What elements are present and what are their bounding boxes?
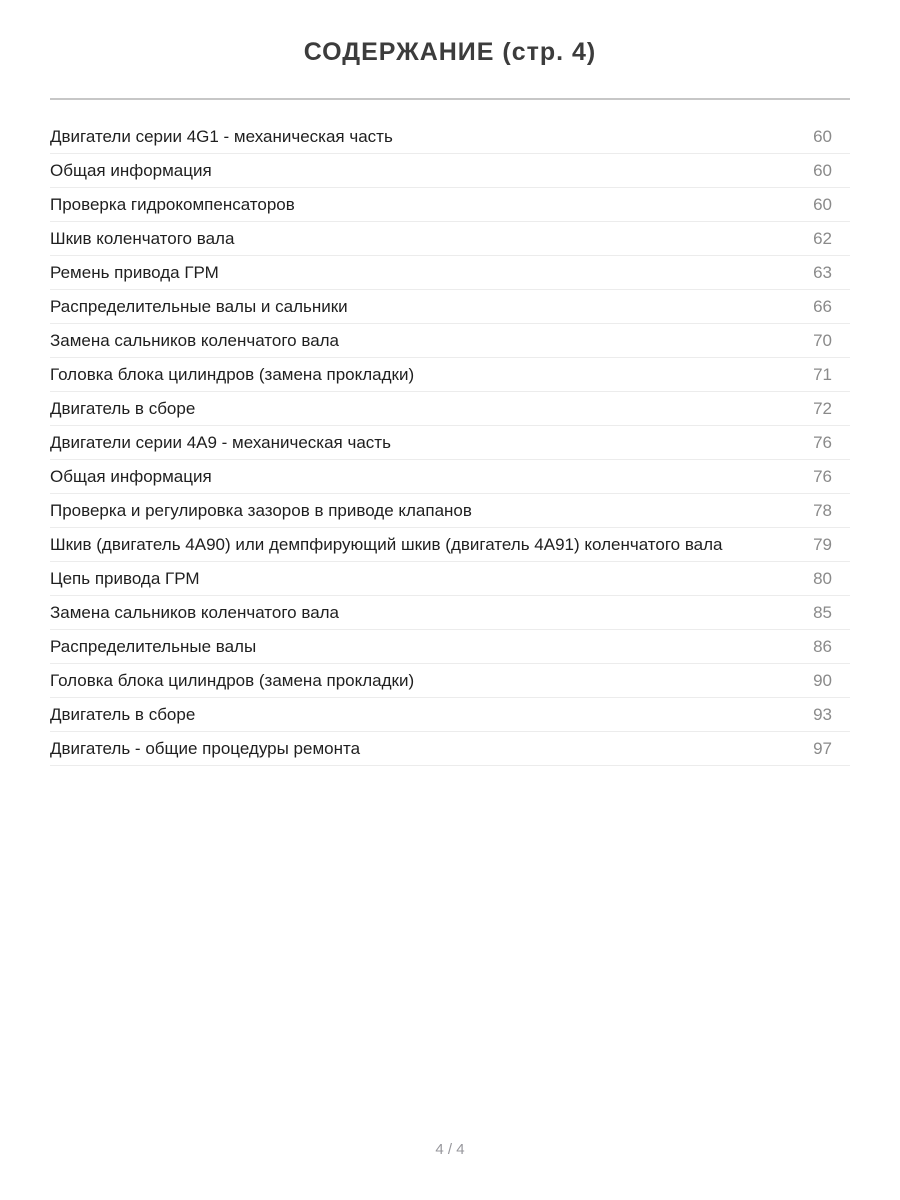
toc-entry	[50, 664, 850, 698]
toc-entry-page: 62	[813, 228, 832, 248]
toc-entry	[50, 426, 850, 460]
toc-entry-label: Головка блока цилиндров (замена прокладки)	[50, 670, 415, 690]
toc-entry-label: Ремень привода ГРМ	[50, 262, 219, 282]
toc-entry-page: 70	[813, 330, 832, 350]
toc-entry-page: 60	[813, 194, 832, 214]
toc-entry-label: Двигатели серии 4G1 - механическая часть	[50, 126, 393, 146]
toc-entry	[50, 358, 850, 392]
toc-entry-label: Распределительные валы и сальники	[50, 296, 348, 316]
toc-entry-page: 93	[813, 704, 832, 724]
toc-entry	[50, 154, 850, 188]
toc-entry-label: Общая информация	[50, 466, 212, 486]
toc-entry-page: 86	[813, 636, 832, 656]
toc-entry-label: Двигатель в сборе	[50, 704, 196, 724]
toc-entry-page: 66	[813, 296, 832, 316]
toc-entry-label: Цепь привода ГРМ	[50, 568, 200, 588]
toc-entry	[50, 256, 850, 290]
page-number-footer: 4 / 4	[435, 1141, 465, 1158]
toc-entry-page: 76	[813, 432, 832, 452]
toc-entry	[50, 392, 850, 426]
toc-entry	[50, 732, 850, 766]
toc-entry	[50, 324, 850, 358]
toc-entry-label: Двигатель - общие процедуры ремонта	[50, 738, 361, 758]
toc-entry-label: Шкив коленчатого вала	[50, 228, 235, 248]
page-title: СОДЕРЖАНИЕ (стр. 4)	[303, 38, 597, 66]
toc-entry-page: 79	[813, 534, 832, 554]
toc-entry-label: Шкив (двигатель 4А90) или демпфирующий шкив (двигатель 4А91) коленчатого вала	[50, 534, 723, 554]
toc-entry-page: 80	[813, 568, 832, 588]
toc-entry-page: 72	[813, 398, 832, 418]
toc-entry	[50, 494, 850, 528]
toc-entry	[50, 222, 850, 256]
toc-entry	[50, 528, 850, 562]
toc-entry	[50, 188, 850, 222]
toc-entry-label: Замена сальников коленчатого вала	[50, 330, 340, 350]
toc-entry-page: 97	[813, 738, 832, 758]
toc-entry-page: 85	[813, 602, 832, 622]
toc-entry-label: Двигатель в сборе	[50, 398, 196, 418]
toc-entry	[50, 562, 850, 596]
toc-entry	[50, 698, 850, 732]
toc-entry-page: 90	[813, 670, 832, 690]
toc-entry	[50, 596, 850, 630]
toc-entry-page: 71	[813, 364, 832, 384]
toc-list	[50, 120, 850, 766]
toc-entry-label: Замена сальников коленчатого вала	[50, 602, 340, 622]
header-divider	[50, 98, 850, 100]
toc-entry-label: Двигатели серии 4А9 - механическая часть	[50, 432, 391, 452]
toc-entry-label: Головка блока цилиндров (замена прокладки)	[50, 364, 415, 384]
toc-entry	[50, 630, 850, 664]
toc-entry-page: 60	[813, 160, 832, 180]
toc-entry-page: 78	[813, 500, 832, 520]
toc-entry-label: Общая информация	[50, 160, 212, 180]
toc-entry-page: 60	[813, 126, 832, 146]
toc-entry-label: Проверка и регулировка зазоров в приводе клапанов	[50, 500, 472, 520]
toc-entry-page: 63	[813, 262, 832, 282]
toc-entry-label: Распределительные валы	[50, 636, 257, 656]
toc-entry	[50, 460, 850, 494]
toc-entry-page: 76	[813, 466, 832, 486]
toc-entry	[50, 120, 850, 154]
toc-entry-label: Проверка гидрокомпенсаторов	[50, 194, 295, 214]
toc-entry	[50, 290, 850, 324]
